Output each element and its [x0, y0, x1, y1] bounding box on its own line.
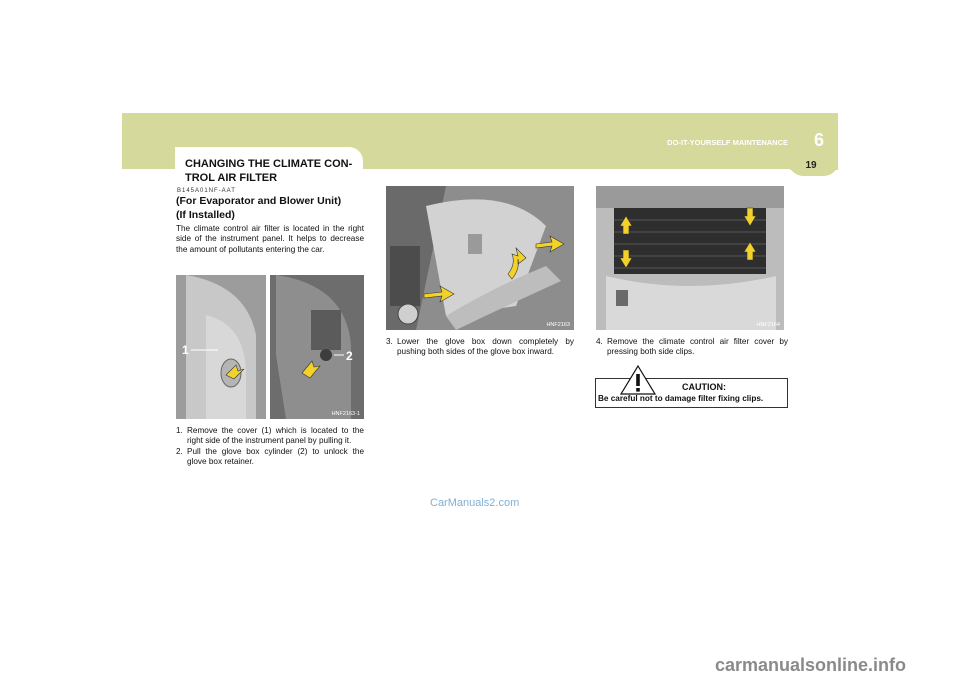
step-item: [386, 337, 574, 358]
page-number: 19: [805, 160, 817, 171]
step-text: Lower the glove box down completely by pushing both sides of the glove box inward.: [397, 337, 574, 357]
figure-glove-box-drawing: [386, 186, 574, 330]
step-number: 2.: [176, 446, 183, 456]
figure-ref: HNF2163: [546, 322, 570, 328]
warning-icon: [620, 365, 656, 395]
figure-filter-cover-drawing: [596, 186, 784, 330]
figure-ref: HNF2164: [756, 322, 780, 328]
figure-cover-and-cylinder-drawing: [176, 275, 364, 419]
step-text: Remove the climate control air filter cover by pressing both side clips.: [607, 337, 788, 357]
figure-glove-box: [386, 186, 574, 330]
section-code: B145A01NF-AAT: [177, 188, 236, 194]
callout-2: 2: [346, 349, 353, 363]
chapter-number: 6: [813, 130, 824, 150]
subheading-line-1: (For Evaporator and Blower Unit): [176, 195, 342, 207]
main-heading: CHANGING THE CLIMATE CON-TROL AIR FILTER: [185, 158, 353, 184]
figure-filter-cover: [596, 186, 784, 330]
callout-1: 1: [182, 343, 189, 357]
steps-column-2: [386, 337, 574, 358]
steps-column-3: [596, 337, 788, 358]
step-number: 1.: [176, 426, 183, 435]
watermark-link[interactable]: CarManuals2.com: [430, 497, 520, 509]
caution-title: CAUTION:: [682, 382, 726, 392]
section-title: DO-IT-YOURSELF MAINTENANCE: [667, 138, 788, 147]
step-number: 3.: [386, 337, 393, 346]
step-item: [596, 337, 788, 358]
step-item: [176, 447, 364, 468]
figure-ref: HNF2163-1: [331, 411, 360, 417]
figure-cover-and-cylinder: [176, 275, 364, 419]
subheading: [176, 194, 376, 222]
step-text: Pull the glove box cylinder (2) to unlock the glove box retainer.: [187, 446, 364, 467]
intro-paragraph: The climate control air filter is located in the right side of the instrument panel. It helps to decrease the amount of pollutants entering the car.: [176, 224, 364, 254]
step-text: Remove the cover (1) which is located to the right side of the instrument panel by pulling it.: [187, 426, 364, 446]
caution-box: [595, 378, 788, 408]
step-number: 4.: [596, 337, 603, 346]
steps-column-1: [176, 426, 364, 468]
step-item: [176, 426, 364, 447]
subheading-line-2: (If Installed): [176, 209, 235, 221]
caution-body: Be careful not to damage filter fixing clips.: [598, 394, 764, 403]
watermark-footer[interactable]: carmanualsonline.info: [715, 655, 907, 675]
